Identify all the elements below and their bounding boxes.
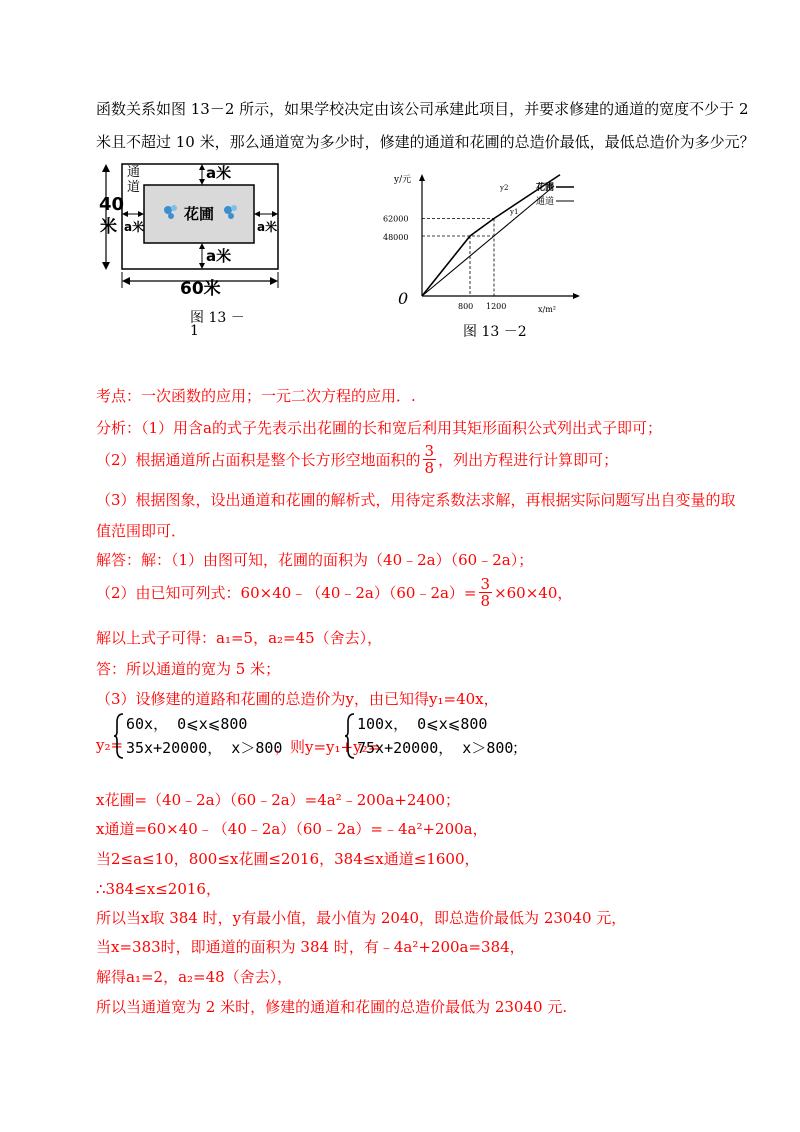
y-tick-62000: 62000 bbox=[383, 214, 409, 224]
then-eq-label: ，则y=y₁+y₂= bbox=[275, 738, 381, 756]
fenxi2-pre: （2）根据通道所占面积是整个长方形空地面积的 bbox=[96, 451, 421, 469]
series-channel-line bbox=[422, 186, 554, 296]
garden-label: 花圃 bbox=[184, 205, 215, 223]
jieda-line-4: 答：所以通道的宽为 5 米； bbox=[96, 660, 281, 678]
x-tick-1200: 1200 bbox=[486, 302, 507, 311]
brace-left-2 bbox=[344, 712, 356, 760]
legend-channel: 通道 bbox=[536, 197, 555, 207]
fraction-denominator-b: 8 bbox=[480, 592, 491, 610]
line-min: 所以当x取 384 时，y有最小值，最小值为 2040，即总造价最低为 23040 元， bbox=[96, 909, 627, 927]
y-tick-48000: 48000 bbox=[383, 233, 409, 242]
line-x-garden: x花圃=（40﹣2a）（60﹣2a）=4a²﹣200a+2400； bbox=[96, 791, 461, 809]
brace-left-1 bbox=[113, 712, 125, 760]
width-label: 60米 bbox=[180, 279, 221, 298]
x-axis-label: x/m² bbox=[538, 305, 556, 314]
jieda2-pre: （2）由已知可列式：60×40﹣（40﹣2a）（60﹣2a）= bbox=[96, 584, 477, 602]
fraction-3-8 bbox=[423, 443, 437, 476]
line-x-channel: x通道=60×40﹣（40﹣2a）（60﹣2a）=﹣4a²+200a， bbox=[96, 820, 488, 838]
figure1-caption-1: 图 13 － bbox=[190, 310, 245, 326]
fenxi-line-3b: 值范围即可． bbox=[96, 522, 187, 540]
kaodian-line: 考点：一次函数的应用；一元二次方程的应用．. bbox=[96, 387, 416, 405]
origin-label: 0 bbox=[398, 289, 409, 308]
line-when: 当x=383时，即通道的面积为 384 时，有﹣4a²+200a=384， bbox=[96, 938, 525, 956]
case-b1: 100x， 0⩽x⩽800 bbox=[357, 715, 488, 733]
figure1-caption-2: 1 bbox=[190, 323, 199, 339]
channel-label-1: 通 bbox=[127, 165, 141, 180]
question-line-2: 米且不超过 10 米，那么通道宽为多少时，修建的通道和花圃的总造价最低，最低总造价为多少元？ bbox=[96, 133, 755, 151]
channel-label-2: 道 bbox=[127, 180, 141, 195]
fraction-denominator: 8 bbox=[424, 459, 435, 477]
bottom-a-label: a米 bbox=[206, 247, 232, 265]
height-label-1: 40 bbox=[99, 194, 125, 215]
figure-13-2-chart bbox=[376, 168, 596, 318]
line-range: 当2≤a≤10，800≤x花圃≤2016，384≤x通道≤1600， bbox=[96, 850, 480, 868]
line-conclusion: 所以当通道宽为 2 米时，修建的通道和花圃的总造价最低为 23040 元. bbox=[96, 998, 568, 1016]
jieda-line-3: 解以上式子可得：a₁=5，a₂=45（舍去）， bbox=[96, 629, 383, 647]
case-b2: 75x+20000， x＞800 bbox=[357, 739, 514, 757]
fraction-3-8-b bbox=[479, 576, 493, 609]
case-end: ； bbox=[512, 739, 528, 757]
case-a2: 35x+20000， x＞800 bbox=[126, 739, 283, 757]
x-tick-800: 800 bbox=[458, 302, 474, 311]
y1-label: y1 bbox=[510, 208, 519, 216]
top-a-label: a米 bbox=[206, 164, 232, 182]
fenxi-line-2 bbox=[96, 443, 618, 476]
case-a1: 60x， 0⩽x⩽800 bbox=[126, 715, 248, 733]
fenxi2-post: ，列出方程进行计算即可； bbox=[438, 451, 619, 469]
jieda2-post: ×60×40， bbox=[494, 584, 573, 602]
jieda-line-5: （3）设修建的道路和花圃的总造价为y，由已知得y₁=40x， bbox=[96, 690, 499, 708]
figure-13-1 bbox=[96, 158, 296, 298]
fraction-numerator-b: 3 bbox=[480, 575, 491, 593]
height-label-2: 米 bbox=[100, 217, 117, 237]
left-a-label: a米 bbox=[124, 220, 145, 234]
legend-garden: 花圃 bbox=[536, 183, 555, 193]
y2-eq-label: y₂= bbox=[96, 736, 124, 754]
jieda-line-2 bbox=[96, 576, 572, 609]
figure2-caption: 图 13 －2 bbox=[463, 324, 527, 340]
fraction-numerator: 3 bbox=[424, 442, 435, 460]
fenxi-line-3a: （3）根据图象，设出通道和花圃的解析式，用待定系数法求解，再根据实际问题写出自变量的取 bbox=[96, 491, 736, 509]
right-a-label: a米 bbox=[257, 220, 278, 234]
line-therefore: ∴384≤x≤2016， bbox=[96, 880, 221, 898]
line-solve: 解得a₁=2，a₂=48（舍去）， bbox=[96, 968, 293, 986]
question-line-1: 函数关系如图 13－2 所示，如果学校决定由该公司承建此项目，并要求修建的通道的宽度不少于 2 bbox=[96, 100, 749, 118]
y-axis-label: y/元 bbox=[394, 175, 412, 185]
jieda-line-1: 解答：解：（1）由图可知，花圃的面积为（40﹣2a）（60﹣2a）； bbox=[96, 551, 534, 569]
y2-label: y2 bbox=[500, 184, 509, 192]
fenxi-line-1: 分析：（1）用含a的式子先表示出花圃的长和宽后利用其矩形面积公式列出式子即可； bbox=[96, 419, 662, 437]
